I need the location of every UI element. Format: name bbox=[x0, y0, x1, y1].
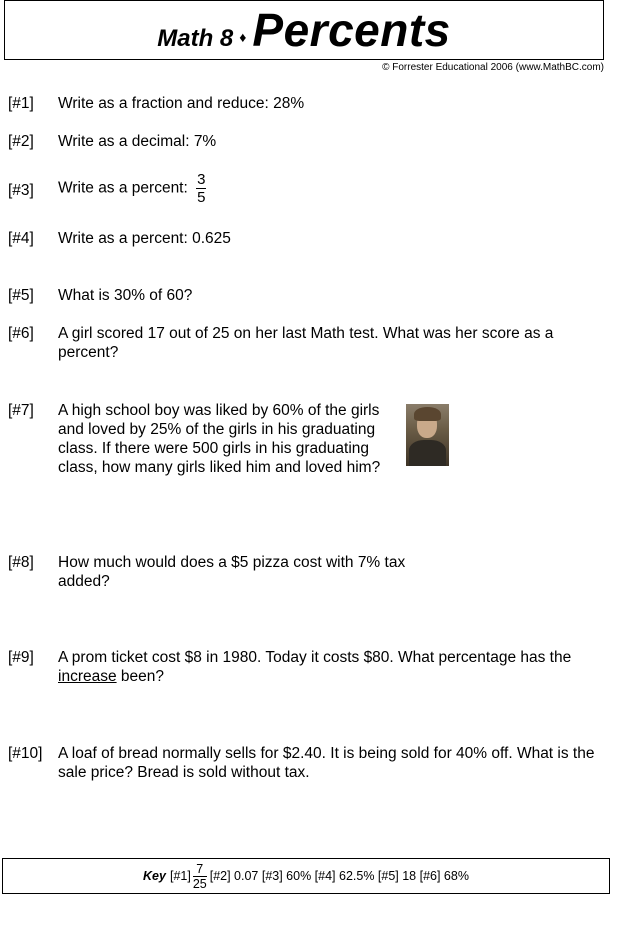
question-text: Write as a percent: 0.625 bbox=[58, 230, 231, 247]
question-number: [#2] bbox=[8, 133, 34, 150]
key-fraction-denominator: 25 bbox=[192, 876, 207, 891]
answer-key bbox=[2, 858, 610, 894]
question-number: [#6] bbox=[8, 325, 34, 342]
key-fraction-numerator: 7 bbox=[193, 862, 207, 877]
question-number: [#4] bbox=[8, 230, 34, 247]
question-number: [#9] bbox=[8, 649, 34, 666]
key-fraction bbox=[193, 862, 207, 891]
yearbook-photo bbox=[406, 404, 449, 466]
question-text: A high school boy was liked by 60% of the girls and loved by 25% of the girls in his graduating class. If there were 500 girls in his graduating class, how many girls liked him and loved him? bbox=[58, 402, 381, 476]
question-number: [#10] bbox=[8, 745, 43, 762]
question-text bbox=[58, 648, 608, 686]
diamond-icon: ♦ bbox=[239, 29, 247, 45]
title-course: Math 8 bbox=[157, 25, 234, 52]
question-text-end: been? bbox=[116, 668, 165, 685]
photo-hair bbox=[414, 407, 441, 421]
question-text bbox=[58, 171, 608, 206]
key-answers-rest: [#2] 0.07 [#3] 60% [#4] 62.5% [#5] 18 [#6] 68% bbox=[209, 869, 469, 883]
key-answer-1-label: [#1] bbox=[169, 869, 191, 883]
question-text: A loaf of bread normally sells for $2.40. It is being sold for 40% off. What is the sale price? Bread is sold without tax. bbox=[58, 745, 595, 781]
question-text: Write as a decimal: 7% bbox=[58, 133, 217, 150]
question-text: How much would does a $5 pizza cost with 7% tax added? bbox=[58, 554, 406, 590]
question-text: Write as a fraction and reduce: 28% bbox=[58, 95, 305, 112]
fraction-numerator: 3 bbox=[197, 171, 206, 188]
fraction bbox=[196, 171, 206, 206]
copyright-notice: © Forrester Educational 2006 (www.MathBC.com) bbox=[382, 62, 604, 73]
fraction-denominator: 5 bbox=[197, 189, 206, 206]
underlined-word: increase bbox=[58, 668, 117, 685]
question-number: [#3] bbox=[8, 182, 34, 199]
question-prompt: Write as a percent: bbox=[58, 179, 188, 197]
photo-body bbox=[409, 440, 446, 466]
question-number: [#8] bbox=[8, 554, 34, 571]
title-topic: Percents bbox=[252, 4, 451, 56]
key-label: Key bbox=[143, 869, 166, 883]
question-number: [#1] bbox=[8, 95, 34, 112]
page-title bbox=[5, 3, 603, 57]
title-box bbox=[4, 0, 604, 60]
question-number: [#7] bbox=[8, 402, 34, 419]
question-text: A girl scored 17 out of 25 on her last Math test. What was her score as a percent? bbox=[58, 325, 554, 361]
question-text-start: A prom ticket cost $8 in 1980. Today it costs $80. What percentage has the bbox=[58, 649, 572, 666]
question-text: What is 30% of 60? bbox=[58, 287, 193, 304]
question-number: [#5] bbox=[8, 287, 34, 304]
